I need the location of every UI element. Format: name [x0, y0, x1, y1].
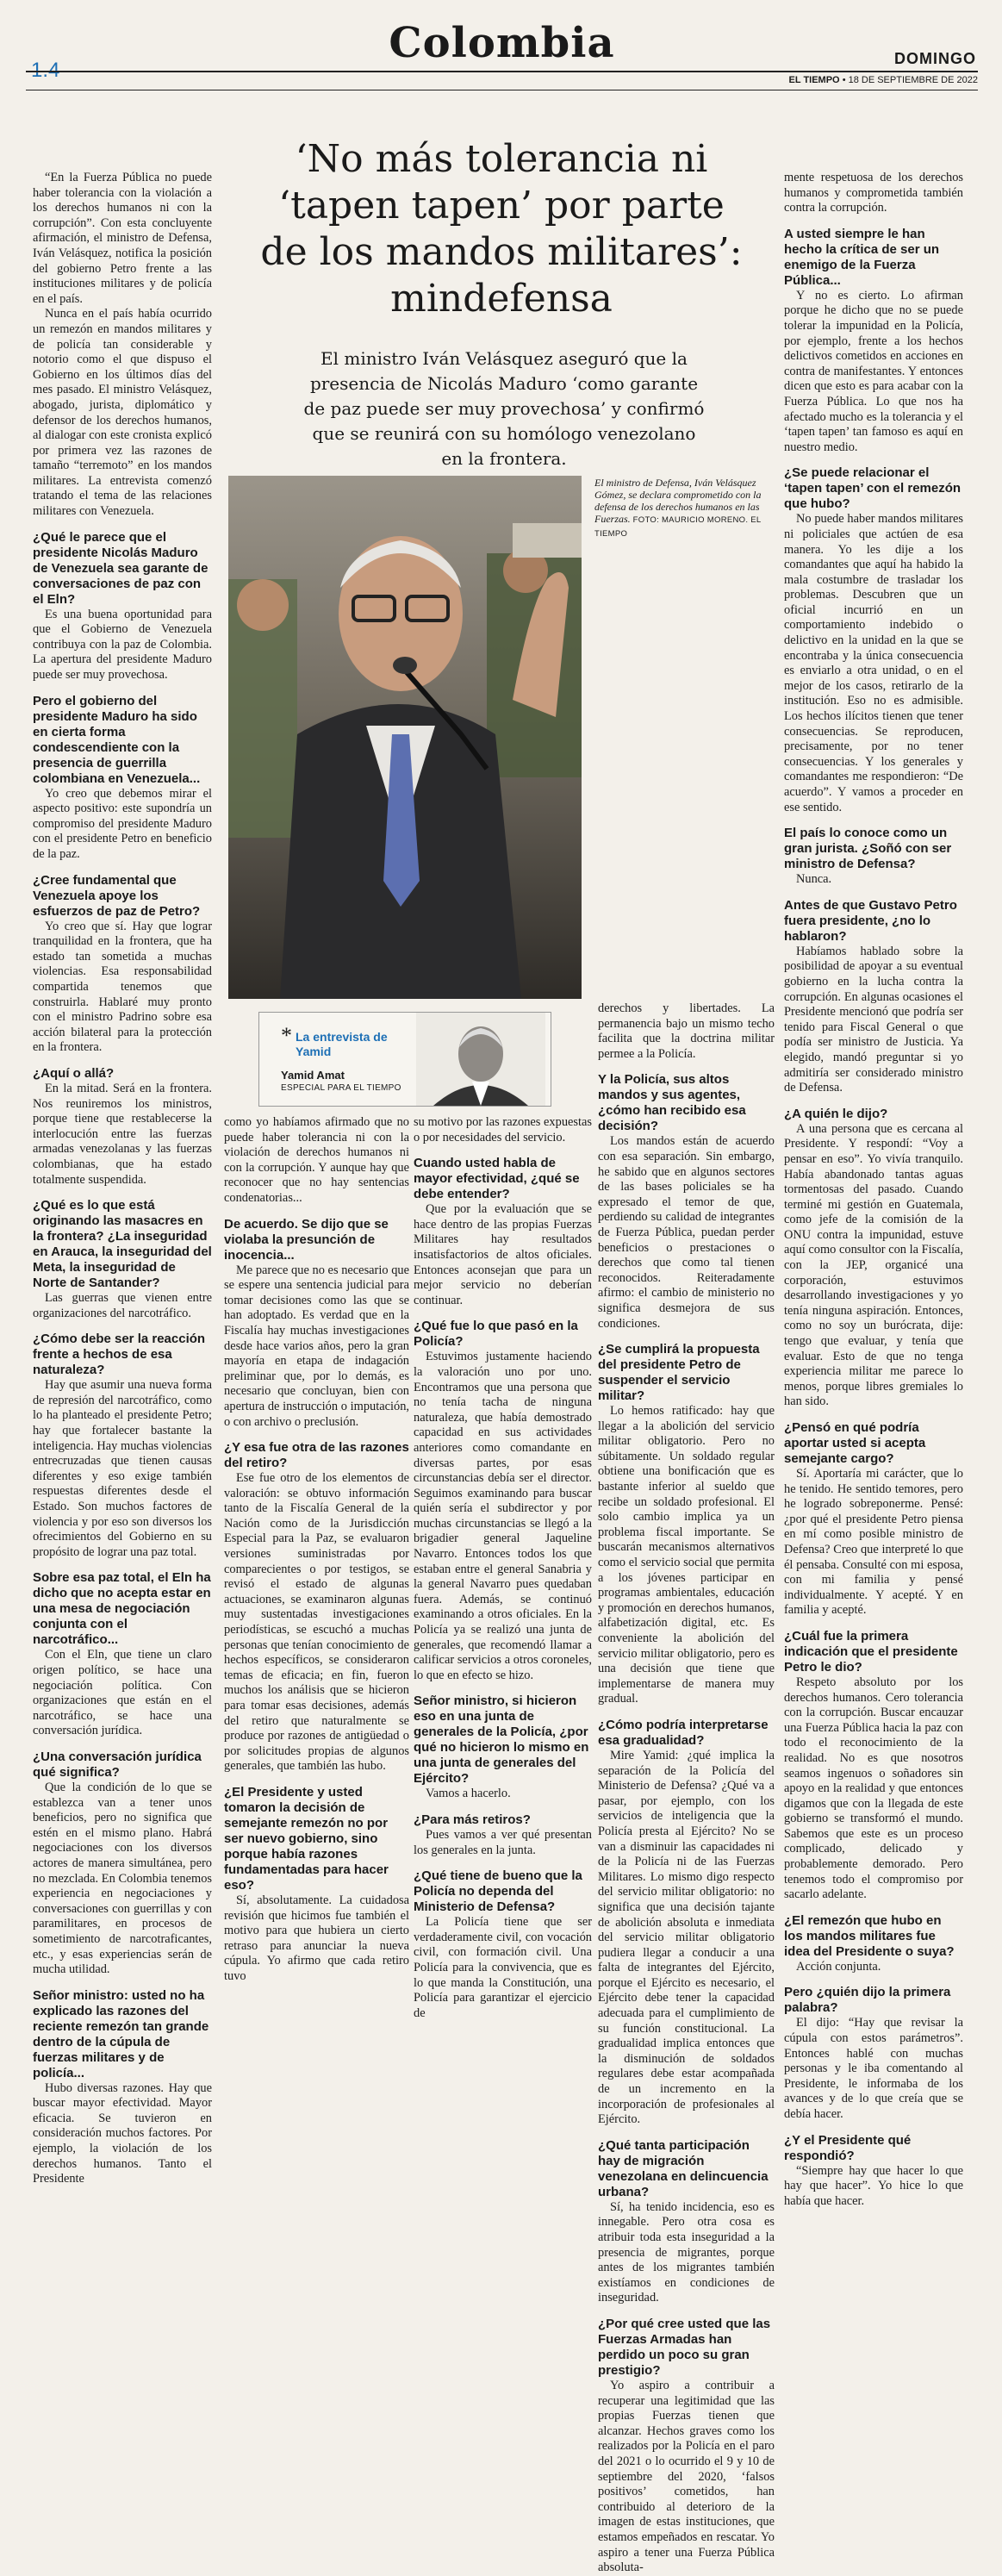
- question: Pero el gobierno del presidente Maduro ha sido en cierta forma condescendiente con la presencia de guerrilla colombiana en Venezuela...: [33, 693, 201, 786]
- answer: Habíamos hablado sobre la posibilidad de apoyar a su eventual gobierno en la lucha contra la corrupción. En algunas ocasiones el Presidente mencionó que podría ser tenido para Fiscal General o que podía ser ministro de Justicia. Ya elegido, mandó preguntar si yo admitiría ser considerado ministro de Defensa.: [784, 944, 963, 1095]
- question: A usted siempre le han hecho la crítica de ser un enemigo de la Fuerza Pública...: [784, 226, 940, 288]
- question: Sobre esa paz total, el Eln ha dicho que no acepta estar en una mesa de negociación conjunta con el narcotráfico...: [33, 1570, 211, 1648]
- headline: ‘No más tolerancia ni ‘tapen tapen’ por parte de los mandos militares’: mindefensa: [260, 137, 743, 321]
- answer: Hubo diversas razones. Hay que buscar mayor efectividad. Mayor eficacia. Se tuvieron en consideración muchos factores. Por ejemplo, la violación de los derechos humanos. Tanto el Presidente: [33, 2080, 212, 2186]
- caption-text: El ministro de Defensa, Iván Velásquez Gómez, se declara comprometido con la defensa de los derechos humanos en las Fuerzas.: [594, 477, 762, 525]
- answer: Respeto absoluto por los derechos humanos. Cero tolerancia con la corrupción. Buscar encauzar una Fuerza Pública hacia la paz con todo el reconocimiento de la realidad. No es que nosotros seamos ingenuos o soñadores sin apoyo en la realidad y que entonces digamos que con la llegada de este gobierno se transformó el mundo. Sabemos que este es un proceso complicado, delicado y probablemente demorado. Pero tenemos todo el compromiso por sacarlo adelante.: [784, 1675, 963, 1902]
- question: ¿Cómo debe ser la reacción frente a hechos de esa naturaleza?: [33, 1332, 206, 1378]
- answer: “Siempre hay que hacer lo que hay que hacer”. Yo hice lo que había que hacer.: [784, 2163, 963, 2208]
- question: ¿A quién le dijo?: [784, 1106, 888, 1121]
- promo-author: Yamid Amat: [281, 1069, 345, 1082]
- answer: No puede haber mandos militares ni policiales que actúen de esa manera. Yo les dije a los comandantes que aquí ha habido la mala costumbre de trasladar los problemas. Descubren que un oficial incurrió en un comportamiento indebido o delictivo en la unidad en la que se encontraba y la única consecuencia es enviarlo a otra unidad, o en el mejor de los casos, retirarlo de la institución. Eso no es admisible. Los hechos ilícitos tienen que tener consecuencias. Se reproducen, precisamente, por no tener consecuencias. Y los generales y comandantes me respondieron: “De acuerdo”. Y vamos a proceder en ese sentido.: [784, 512, 963, 814]
- answer: Los mandos están de acuerdo con esa separación. Sin embargo, he sabido que en algunos sectores de las bases policiales se ha expresado el temor de que, perdiendo su calidad de integrantes de Fuerza Pública, puedan perder beneficios o prestaciones o derechos que como tal tienen reconocidos. Reiteradamente afirmo: el cambio de ministerio no significa desmejora de sus condiciones.: [598, 1134, 775, 1331]
- answer: Lo hemos ratificado: hay que llegar a la abolición del servicio militar obligatorio. Pero no súbitamente. Un soldado regular obtiene una bonificación que es bastante inferior al sueldo que recibe un soldado profesional. El solo cambio implica ya un problema fiscal importante. Se buscarán mecanismos alternativos como el servicio social que permita a los jóvenes participar en programas ambientales, educación y promoción en derechos humanos, alfabetización digital, etc. Es conveniente la abolición del servicio militar obligatorio, pero es una decisión que tiene que implementarse de manera muy gradual.: [598, 1404, 775, 1706]
- answer: Que por la evaluación que se hace dentro de las propias Fuerzas Militares hay resultados insatisfactorios de altos oficiales. Entonces aconsejan que para un mejor servicio no deberían continuar.: [414, 1202, 592, 1307]
- promo-title: La entrevista de Yamid: [296, 1030, 388, 1058]
- interview-promo: [258, 1012, 551, 1107]
- answer: Yo creo que sí. Hay que lograr tranquilidad en la frontera, que ha estado tan sometida a muchas violencias. Esa responsabilidad compartida tenemos que construirla. Hablaré muy pronto con el ministro Padrino sobre esa acción bilateral para la protección en la frontera.: [33, 919, 212, 1055]
- question: ¿Se cumplirá la propuesta del presidente Petro de suspender el servicio militar?: [598, 1342, 760, 1404]
- photo-credit: FOTO: MAURICIO MORENO. EL TIEMPO: [594, 515, 762, 539]
- column-4: [598, 1001, 775, 2576]
- masthead-rule: [26, 71, 978, 72]
- question: ¿El remezón que hubo en los mandos militares fue idea del Presidente o suya?: [784, 1912, 955, 1959]
- answer: como yo habíamos afirmado que no puede haber tolerancia ni con la violación de derechos humanos ni con la corrupción. Y aunque hay que reconocer que no hay sentencias condenatorias...: [224, 1115, 409, 1205]
- column-3: [414, 1115, 592, 2021]
- question: ¿Y el Presidente qué respondió?: [784, 2132, 912, 2163]
- question: ¿Cree fundamental que Venezuela apoye los esfuerzos de paz de Petro?: [33, 872, 201, 919]
- answer: Es una buena oportunidad para que el Gobierno de Venezuela contribuya con la paz de Colombia. La apertura del presidente Maduro puede ser muy provechosa.: [33, 607, 212, 683]
- column-1: [33, 171, 212, 2187]
- question: De acuerdo. Se dijo que se violaba la presunción de inocencia...: [224, 1216, 389, 1263]
- answer: Que la condición de lo que se establezca van a tener unos beneficios, pero no significa que estén en el mismo plano. Habrá negociaciones con los diversos actores de manera simultánea, pero no mezclada. En Colombia tenemos experiencia en negociaciones y conversaciones con guerrillas y con paramilitares, en procesos de sometimiento de narcotraficantes, etc., y esas experiencias serán de mucha utilidad.: [33, 1780, 212, 1977]
- question: ¿Cómo podría interpretarse esa gradualidad?: [598, 1717, 769, 1748]
- question: ¿Pensó en qué podría aportar usted si acepta semejante cargo?: [784, 1420, 926, 1466]
- author-portrait-graphic: [416, 1013, 545, 1106]
- paragraph: “En la Fuerza Pública no puede haber tolerancia con la violación a los derechos humanos ni con la corrupción”. Con esta concluyente afirmación, el ministro de Defensa, Iván Velásquez, notifica la posición del gobierno Petro frente a las instituciones militares y de policía en el país.: [33, 171, 212, 306]
- answer: Acción conjunta.: [796, 1959, 881, 1974]
- minister-photo-graphic: [228, 476, 582, 999]
- question: Pero ¿quién dijo la primera palabra?: [784, 1985, 951, 2016]
- promo-role: ESPECIAL PARA EL TIEMPO: [281, 1083, 401, 1093]
- subhead: El ministro Iván Velásquez aseguró que la presencia de Nicolás Maduro ‘como garante de paz puede ser muy provechosa’ y confirmó que se reunirá con su homólogo venezolano en la frontera.: [303, 348, 705, 469]
- question: ¿Qué tanta participación hay de migración venezolana en delincuencia urbana?: [598, 2137, 769, 2199]
- question: ¿Aquí o allá?: [33, 1065, 115, 1081]
- question: ¿Para más retiros?: [414, 1812, 531, 1827]
- photo-caption: [594, 477, 771, 540]
- question: ¿Por qué cree usted que las Fuerzas Armadas han perdido un poco su gran prestigio?: [598, 2316, 771, 2378]
- question: ¿Cuál fue la primera indicación que el presidente Petro le dio?: [784, 1628, 958, 1675]
- answer: su motivo por las razones expuestas o por necesidades del servicio.: [414, 1115, 592, 1145]
- question: ¿Se puede relacionar el ‘tapen tapen’ con el remezón que hubo?: [784, 465, 962, 512]
- section-title: Colombia: [389, 19, 615, 67]
- answer: derechos y libertades. La permanencia bajo un mismo techo facilita que la doctrina militar permee a la Policía.: [598, 1001, 775, 1061]
- question: ¿Qué le parece que el presidente Nicolás Maduro de Venezuela sea garante de conversaciones de paz con el Eln?: [33, 529, 208, 607]
- minister-photo: [228, 476, 582, 999]
- question: ¿Y esa fue otra de las razones del retiro?: [224, 1440, 409, 1471]
- question: El país lo conoce como un gran jurista. ¿Soñó con ser ministro de Defensa?: [784, 826, 952, 872]
- question: ¿Qué tiene de bueno que la Policía no dependa del Ministerio de Defensa?: [414, 1868, 582, 1915]
- question: Señor ministro, si hicieron eso en una junta de generales de la Policía, ¿por qué no hicieron lo mismo en una junta de generales del Ejército?: [414, 1693, 589, 1787]
- answer: Y no es cierto. Lo afirman porque he dicho que no se puede tolerar la impunidad en la Policía, por ejemplo, frente a los hechos delictivos cometidos en acciones en contra de manifestantes. Y entonces dicen que esto es para acabar con la Fuerza Pública. Lo que nos ha afectado mucho es la tolerancia y el ‘tapen tapen’ tan famoso es aquí en nuestro medio.: [784, 288, 963, 454]
- answer: El dijo: “Hay que revisar la cúpula con estos parámetros”. Entonces hablé con muchas personas y le iba comentando al Presidente, le informaba de los avances y de lo que creía que se debía hacer.: [784, 2016, 963, 2121]
- answer: Sí, ha tenido incidencia, eso es innegable. Pero otra cosa es atribuir toda esta inseguridad a la presencia de migrantes, porque antes de los migrantes también existíamos en condiciones de inseguridad.: [598, 2199, 775, 2305]
- answer: Yo aspiro a contribuir a recuperar una legitimidad que las propias Fuerzas tienen que alcanzar. Hechos graves como los realizados por la Policía en el paro del 2021 o lo ocurrido el 9 y 10 de septiembre del 2020, ‘falsos positivos’ cometidos, han contribuido al deterioro de la imagen de estas instituciones, que estamos empeñados en rescatar. Yo aspiro a tener una Fuerza Pública absoluta-: [598, 2378, 775, 2575]
- column-5: [784, 171, 963, 2209]
- date-line: [789, 75, 978, 85]
- answer: mente respetuosa de los derechos humanos y comprometida también contra la corrupción.: [784, 171, 963, 215]
- answer: Pues vamos a ver qué presentan los generales en la junta.: [414, 1828, 592, 1857]
- question: Y la Policía, sus altos mandos y sus agentes, ¿cómo han recibido esa decisión?: [598, 1072, 746, 1134]
- answer: Yo creo que debemos mirar el aspecto positivo: este supondría un compromiso del presidente Maduro con el presidente Petro en beneficio de la paz.: [33, 786, 212, 861]
- author-portrait: [416, 1013, 545, 1106]
- question: ¿Una conversación jurídica qué significa?: [33, 1749, 202, 1780]
- answer: Sí. Aportaría mi carácter, que lo he tenido. He sentido temores, pero he logrado sobreponerme. Pensé: ¿por qué el presidente Petro piensa en mí como posible ministro de Defensa? Creo que interpreté lo que él pensaba. Consulté con mi esposa, con mi familia y pensé individualmente. Y acepté. Y en familia y acepté.: [784, 1467, 963, 1618]
- answer: Hay que asumir una nueva forma de represión del narcotráfico, como lo ha planteado el presidente Petro; hay que fortalecer bastante la inteligencia. Hay muchas violencias entrecruzadas que tienen causas diferentes y eso exige también respuestas diferentes desde el Estado. Son muchos factores de violencia y por eso son diversos los ofrecimientos del Gobierno en su propósito de lograr una paz total.: [33, 1378, 212, 1559]
- day-label: DOMINGO: [894, 50, 976, 67]
- answer: Mire Yamid: ¿qué implica la separación de la Policía del Ministerio de Defensa? ¿Qué va a pasar, por ejemplo, con los servicios de inteligencia que la Policía presta al Ejército? No se van a disminuir las capacidades ni de la Policía ni de las Fuerzas Militares. Lo mismo digo respecto del servicio militar obligatorio: no significa que una decisión tajante de abolición absoluta e inmediata del servicio militar obligatorio pudiera llegar a conducir a una falta de integrantes del Ejército, porque el Ejército es necesario, el Ejército debe tener la capacidad adecuada para el cumplimiento de su función constitucional. La gradualidad implica entonces que la disminución de soldados regulares debe estar acompañada de un incremento en la incorporación de profesionales al Ejército.: [598, 1748, 775, 2127]
- question: Antes de que Gustavo Petro fuera presidente, ¿no lo hablaron?: [784, 897, 957, 944]
- question: ¿Qué es lo que está originando las masacres en la frontera? ¿La inseguridad en Arauca, la inseguridad del Meta, la inseguridad de Norte de Santander?: [33, 1198, 212, 1291]
- column-2: [224, 1115, 409, 1985]
- paragraph: Nunca en el país había ocurrido un remezón en mandos militares y de policía tan considerable y notorio como el que dispuso el Gobierno en los últimos días del mes pasado. El ministro Velásquez, abogado, jurista, diplomático y defensor de los derechos humanos, al dialogar con este cronista explicó por primera vez las razones de tamaño “terremoto” en los mandos militares. La entrevista comenzó tratando el tema de las relaciones militares con Venezuela.: [33, 307, 212, 519]
- answer: Estuvimos justamente haciendo la valoración uno por uno. Encontramos que una persona que no tenía tacha de ninguna naturaleza, que había demostrado capacidad en sus actividades anteriores como comandante en diversas partes, por esas circunstancias debía ser el director. Seguimos examinando para buscar quién sería el subdirector y por muchas circunstancias se llegó a la brigadier general Jaqueline Navarro. Entonces todos los que estaban entre el general Sanabria y la general Navarro pues quedaban fuera. Además, se continuó examinando a otros oficiales. En la Policía ya se realizó una junta de generales, que recomendó llamar a calificar servicios a otros coroneles, lo que en efecto se hizo.: [414, 1350, 592, 1682]
- answer: Nunca.: [796, 872, 832, 887]
- issue-date: • 18 DE SEPTIEMBRE DE 2022: [842, 75, 978, 85]
- question: ¿Qué fue lo que pasó en la Policía?: [414, 1319, 578, 1350]
- asterisk-icon: *: [281, 1023, 292, 1048]
- answer: En la mitad. Será en la frontera. Nos reuniremos los ministros, porque tiene que restablecerse la interlocución entre las fuerzas armadas venezolanas y las fuerzas colombianas, que ha estado totalmente suspendida.: [33, 1081, 212, 1187]
- answer: Ese fue otro de los elementos de valoración: se obtuvo información tanto de la Fiscalía General de la Nación como de la Jurisdicción Especial para la Paz, se evaluaron versiones suministradas por comparecientes o por testigos, se revisó el estado de algunas actuaciones, se examinaron algunas muy sustentadas investigaciones periodísticas, se escuchó a muchas personas que tenían conocimiento de hechos específicos, se consideraron temas de eficacia; en fin, fueron muchos los análisis que se hicieron para tomar esas decisiones, además del retiro que naturalmente se produce por razones de antigüedad o por solicitudes propias de algunos generales, que también las hubo.: [224, 1471, 409, 1774]
- answer: Las guerras que vienen entre organizaciones del narcotráfico.: [33, 1291, 212, 1320]
- page-number: 1.4: [31, 59, 60, 82]
- answer: Con el Eln, que tiene un claro origen político, se hace una negociación política. Con organizaciones que están en el narcotráfico, se hace una conversación jurídica.: [33, 1648, 212, 1738]
- question: ¿El Presidente y usted tomaron la decisión de semejante remezón no por ser nuevo gobierno, sino porque había razones fundamentadas para hacer eso?: [224, 1784, 389, 1893]
- paper-name: EL TIEMPO: [788, 75, 840, 85]
- answer: Vamos a hacerlo.: [426, 1787, 511, 1801]
- answer: A una persona que es cercana al Presidente. Y respondí: “Voy a pensar en eso”. Yo vivía tranquilo. Había abandonado tantas aguas tormentosas del pasado. Cuando terminé mi gestión en Guatemala, como jefe de la comisión de la ONU contra la impunidad, estuve aquí como consultor con la Fiscalía, con la JEP, organicé una corporación, estuvimos desarrollando investigaciones y yo tenía ninguna aspiración. Entonces, como no soy un burócrata, dije: tengo que evaluar, y tenía que evaluar. Esto de que no tenga experiencia militar me parece lo menos, porque libres gremiales lo han sido.: [784, 1121, 963, 1409]
- question: Cuando usted habla de mayor efectividad, ¿qué se debe entender?: [414, 1156, 580, 1202]
- answer: Me parece que no es necesario que se espere una sentencia judicial para tomar decisiones como las que se han adoptado. Es verdad que en la Fiscalía hay muchas investigaciones desde hace varios años, pero la gran mayoría en etapa de indagación preliminar que, por lo demás, es necesario que concluyan, bien con apertura de instrucción o imputación, o con archivo o preclusión.: [224, 1263, 409, 1429]
- answer: La Policía tiene que ser verdaderamente civil, con vocación civil, con formación civil. Una Policía para la convivencia, que es lo que manda la Constitución, una Policía para garantizar el ejercicio de: [414, 1915, 592, 2020]
- question: Señor ministro: usted no ha explicado las razones del reciente remezón tan grande dentro de la cúpula de fuerzas militares y de policía...: [33, 1987, 209, 2080]
- answer: Sí, absolutamente. La cuidadosa revisión que hicimos fue también el motivo para que hubiera un cierto retraso para anunciar la nueva cúpula. Yo afirmo que cada retiro tuvo: [224, 1893, 409, 1983]
